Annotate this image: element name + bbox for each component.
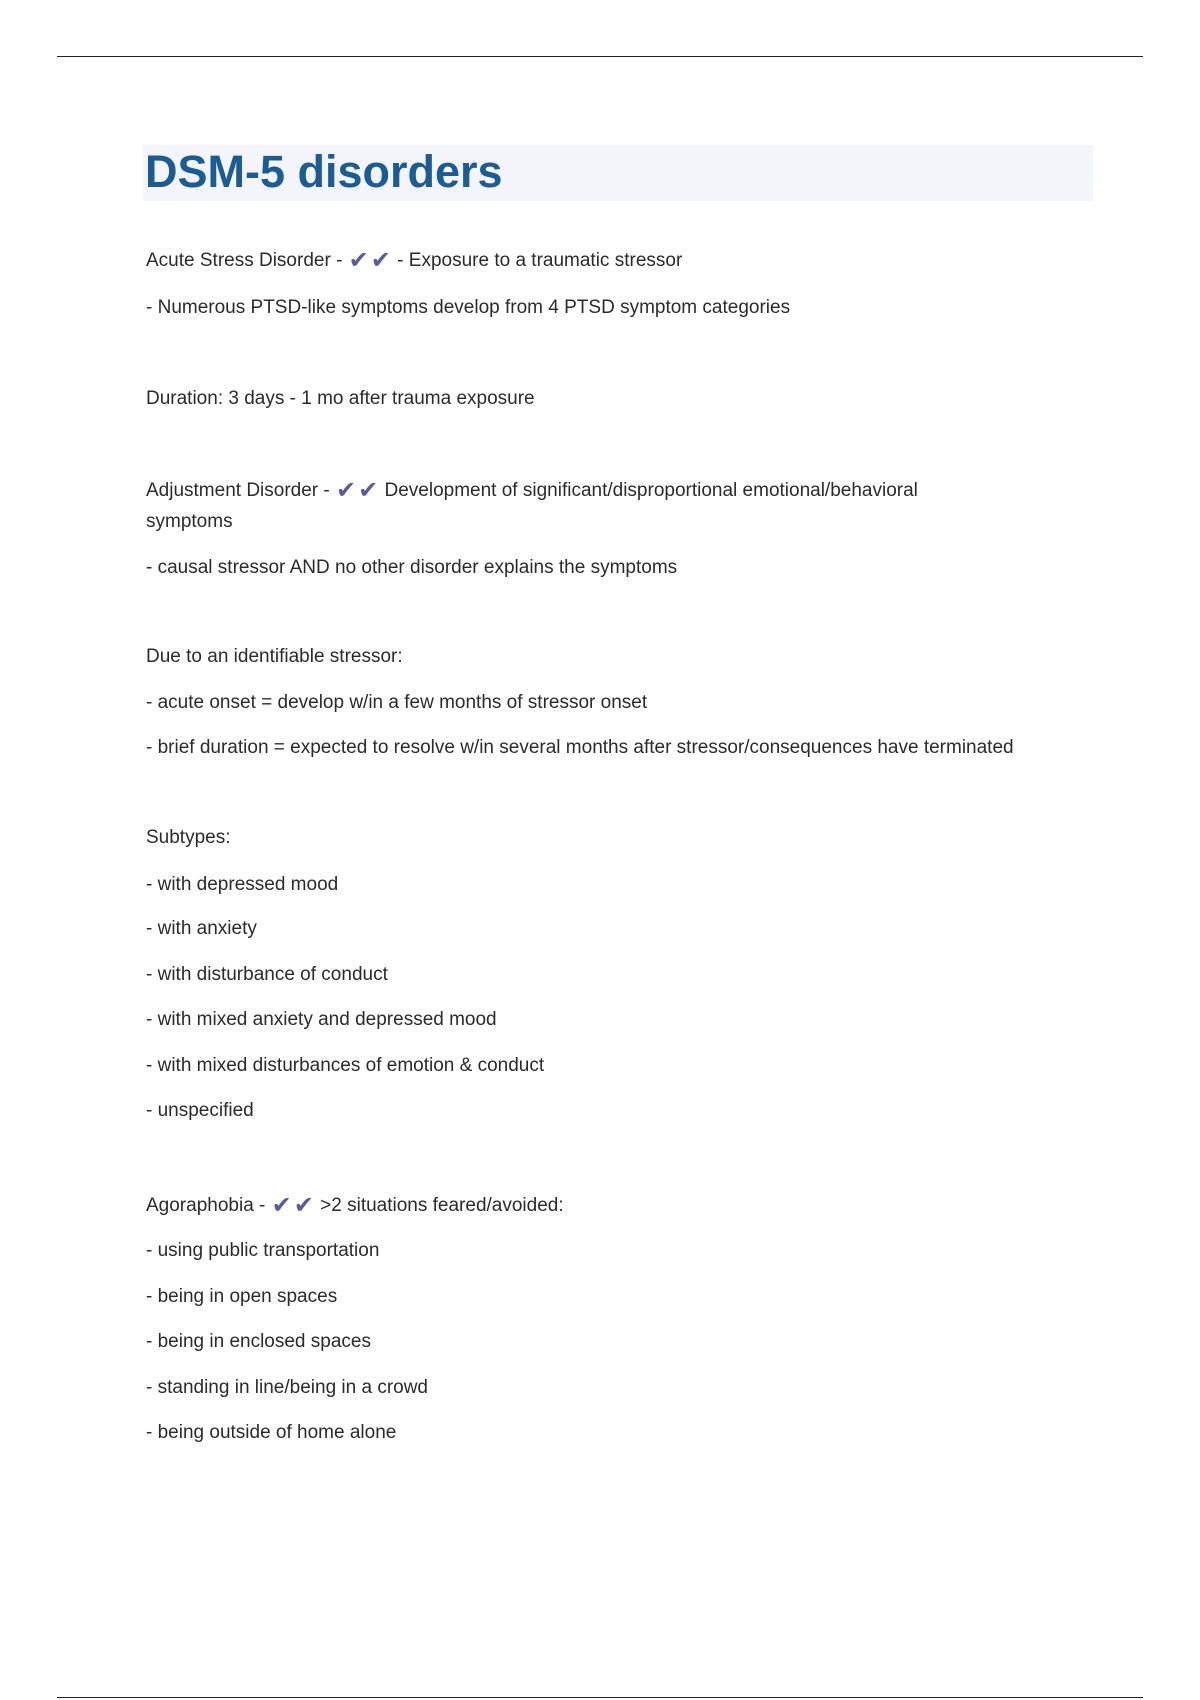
checkmark-icon: ✔ (336, 477, 357, 504)
term-label: Agoraphobia - (146, 1195, 271, 1216)
term-entry-adjustment (146, 476, 918, 506)
list-item: - with depressed mood (146, 874, 339, 895)
term-entry-acute-stress (146, 246, 682, 276)
term-definition: - Exposure to a traumatic stressor (397, 250, 683, 271)
term-definition-wrap: symptoms (146, 511, 233, 532)
list-item: - with mixed anxiety and depressed mood (146, 1009, 497, 1030)
list-item: - unspecified (146, 1100, 254, 1121)
text-line: - acute onset = develop w/in a few months of stressor onset (146, 692, 648, 713)
checkmark-icon: ✔ (271, 1192, 292, 1219)
list-item: - using public transportation (146, 1240, 380, 1261)
term-label: Adjustment Disorder - (146, 480, 336, 501)
list-item: - being outside of home alone (146, 1422, 397, 1443)
list-item: - with mixed disturbances of emotion & conduct (146, 1055, 545, 1076)
text-line: - brief duration = expected to resolve w/in several months after stressor/consequences have terminated (146, 737, 1014, 758)
term-definition: >2 situations feared/avoided: (320, 1195, 564, 1216)
term-entry-agoraphobia (146, 1191, 564, 1221)
text-line: - causal stressor AND no other disorder explains the symptoms (146, 557, 678, 578)
list-item: - being in open spaces (146, 1286, 338, 1307)
text-line: Subtypes: (146, 827, 231, 848)
text-line: - Numerous PTSD-like symptoms develop from 4 PTSD symptom categories (146, 297, 791, 318)
list-item: - standing in line/being in a crowd (146, 1377, 429, 1398)
list-item: - with anxiety (146, 918, 257, 939)
checkmark-icon: ✔ (370, 247, 391, 274)
text-line: Due to an identifiable stressor: (146, 646, 403, 667)
checkmark-icon: ✔ (348, 247, 369, 274)
list-item: - being in enclosed spaces (146, 1331, 371, 1352)
checkmark-icon: ✔ (358, 477, 379, 504)
term-label: Acute Stress Disorder - (146, 250, 348, 271)
page-title: DSM-5 disorders (145, 146, 503, 197)
text-line: Duration: 3 days - 1 mo after trauma exposure (146, 388, 535, 409)
footer-rule (57, 1697, 1143, 1698)
list-item: - with disturbance of conduct (146, 964, 388, 985)
term-definition: Development of significant/disproportional emotional/behavioral (384, 480, 918, 501)
checkmark-icon: ✔ (293, 1192, 314, 1219)
header-rule (57, 56, 1143, 57)
